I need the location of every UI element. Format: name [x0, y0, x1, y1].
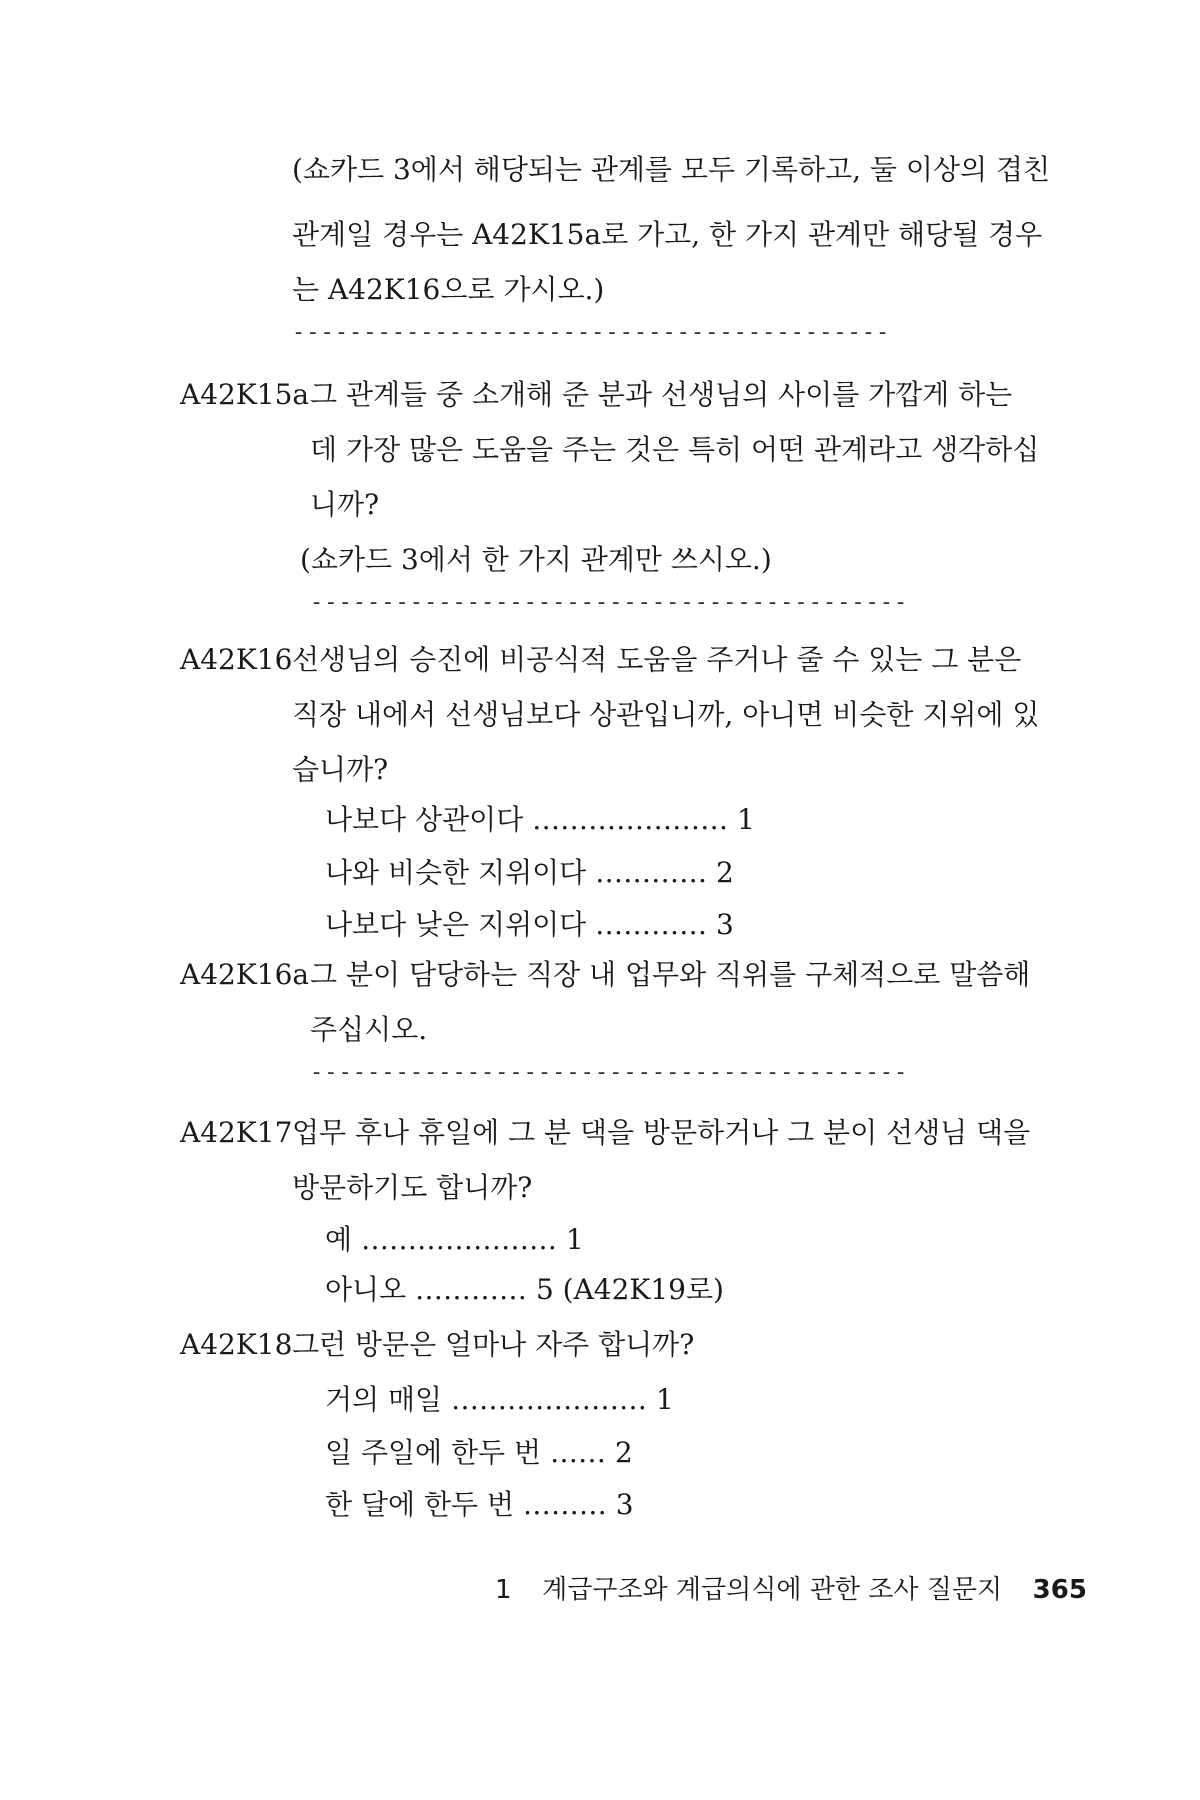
question-code: A42K15a [180, 378, 310, 411]
question-text: 그런 방문은 얼마나 자주 합니까? [292, 1328, 695, 1361]
question-code: A42K18 [180, 1328, 293, 1361]
answer-line: ------------------------------------------ [310, 1060, 909, 1085]
answer-option: 나보다 낮은 지위이다 ………… 3 [325, 908, 734, 941]
answer-option: 한 달에 한두 번 ……… 3 [325, 1488, 634, 1521]
question-text: 데 가장 많은 도움을 주는 것은 특히 어떤 관계라고 생각하십 [310, 433, 1040, 466]
page-footer [495, 1570, 1087, 1610]
intro-line: (쇼카드 3에서 해당되는 관계를 모두 기록하고, 둘 이상의 겹친 [292, 153, 1050, 186]
chapter-title: 계급구조와 계급의식에 관한 조사 질문지 [542, 1575, 1003, 1605]
question-instruction: (쇼카드 3에서 한 가지 관계만 쓰시오.) [300, 543, 772, 576]
question-text: 그 분이 담당하는 직장 내 업무와 직위를 구체적으로 말씀해 [310, 958, 1031, 991]
question-text: 니까? [310, 488, 380, 521]
question-code: A42K16 [180, 643, 293, 676]
page-number: 365 [1032, 1575, 1087, 1605]
answer-option: 일 주일에 한두 번 …… 2 [325, 1436, 633, 1469]
answer-option: 나보다 상관이다 ………………… 1 [325, 803, 755, 836]
answer-option: 예 ………………… 1 [325, 1223, 584, 1256]
question-text: 방문하기도 합니까? [292, 1171, 533, 1204]
chapter-number: 1 [495, 1575, 512, 1605]
answer-option: 나와 비슷한 지위이다 ………… 2 [325, 856, 734, 889]
question-text: 선생님의 승진에 비공식적 도움을 주거나 줄 수 있는 그 분은 [292, 643, 1022, 676]
question-text: 습니까? [292, 753, 389, 786]
answer-option: 아니오 ………… 5 (A42K19로) [325, 1273, 724, 1306]
answer-option: 거의 매일 ………………… 1 [325, 1383, 674, 1416]
answer-line: ------------------------------------------ [292, 320, 891, 345]
intro-line: 관계일 경우는 A42K15a로 가고, 한 가지 관계만 해당될 경우 [292, 218, 1043, 251]
question-text: 직장 내에서 선생님보다 상관입니까, 아니면 비슷한 지위에 있 [292, 698, 1040, 731]
answer-line: ------------------------------------------ [310, 590, 909, 615]
question-text: 그 관계들 중 소개해 준 분과 선생님의 사이를 가깝게 하는 [310, 378, 1013, 411]
intro-line: 는 A42K16으로 가시오.) [292, 273, 605, 306]
question-text: 주십시오. [310, 1013, 428, 1046]
question-code: A42K16a [180, 958, 310, 991]
question-code: A42K17 [180, 1116, 293, 1149]
question-text: 업무 후나 휴일에 그 분 댁을 방문하거나 그 분이 선생님 댁을 [292, 1116, 1031, 1149]
